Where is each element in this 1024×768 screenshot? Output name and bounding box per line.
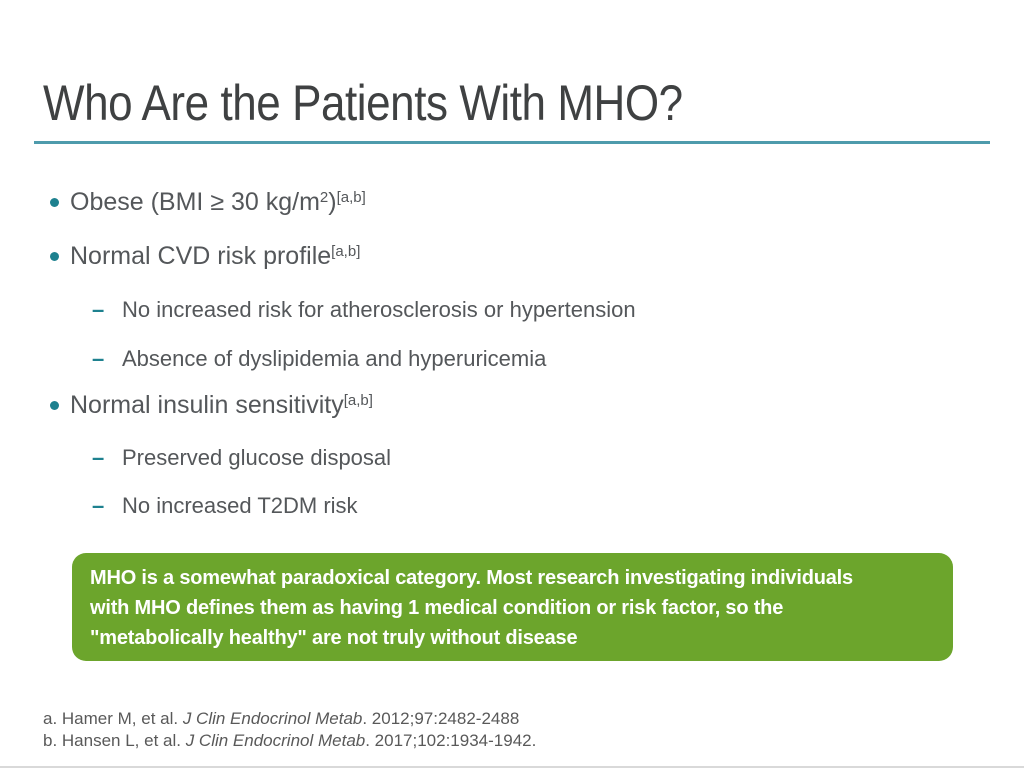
title-underline [34, 141, 990, 144]
bullet-text: Obese (BMI ≥ 30 kg/m$^2$)[a,b] [70, 188, 366, 216]
callout-line: MHO is a somewhat paradoxical category. Most research investigating individuals [90, 567, 853, 589]
subbullet-text: No increased T2DM risk [122, 493, 358, 518]
reference-b: b. Hansen L, et al. J Clin Endocrinol Metab. 2017;102:1934-1942. [43, 731, 537, 750]
subbullet-dyslipidemia [0, 344, 984, 374]
journal-name: J Clin Endocrinol Metab [185, 731, 366, 750]
subbullet-atherosclerosis [0, 295, 984, 325]
subbullet-glucose-disposal [0, 443, 984, 473]
bullet-cvd-risk [0, 241, 984, 275]
dash-marker-icon: – [92, 297, 105, 322]
subbullet-text: Absence of dyslipidemia and hyperuricemia [122, 346, 547, 371]
callout-line: with MHO defines them as having 1 medical condition or risk factor, so the [90, 597, 784, 619]
journal-name: J Clin Endocrinol Metab [182, 709, 363, 728]
bullet-obese [0, 187, 984, 221]
dash-marker-icon: – [92, 346, 105, 371]
page-title: Who Are the Patients With MHO? [43, 75, 683, 131]
citation-superscript: [a,b] [343, 391, 373, 409]
bullet-text: Normal CVD risk profile[a,b] [70, 242, 361, 270]
callout-line: "metabolically healthy" are not truly without disease [90, 627, 578, 649]
callout-box [72, 553, 953, 661]
subbullet-t2dm-risk [0, 491, 984, 521]
dash-marker-icon: – [92, 445, 105, 470]
bullet-text: Normal insulin sensitivity[a,b] [70, 391, 373, 419]
citation-superscript: [a,b] [336, 188, 366, 206]
bullet-dot-icon [50, 401, 59, 410]
citation-superscript: [a,b] [331, 242, 361, 260]
bullet-dot-icon [50, 198, 59, 207]
subbullet-text: No increased risk for atherosclerosis or hypertension [122, 297, 636, 322]
reference-a: a. Hamer M, et al. J Clin Endocrinol Metab. 2012;97:2482-2488 [43, 709, 520, 728]
bullet-dot-icon [50, 252, 59, 261]
superscript-2: 2 [319, 188, 329, 206]
dash-marker-icon: – [92, 493, 105, 518]
subbullet-text: Preserved glucose disposal [122, 445, 392, 470]
bullet-insulin-sensitivity [0, 390, 984, 424]
references [43, 708, 536, 752]
